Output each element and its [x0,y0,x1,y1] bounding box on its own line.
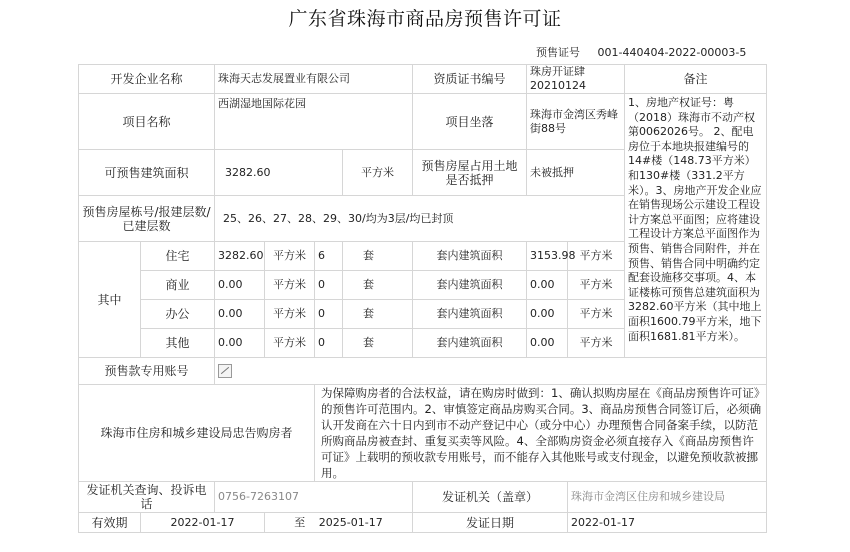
inner-area-value: 0.00 [527,271,568,300]
presale-area-value: 3282.60 [215,150,343,196]
account-value [215,358,767,385]
type-label: 住宅 [141,242,215,271]
broken-image-icon [218,364,232,378]
type-count-unit: 套 [343,329,413,358]
floors-label: 预售房屋栋号/报建层数/已建层数 [79,196,215,242]
remark-label: 备注 [625,65,767,94]
type-label: 商业 [141,271,215,300]
qual-label: 资质证书编号 [413,65,527,94]
notice-text: 为保障购房者的合法权益，请在购房时做到：1、确认拟购房屋在《商品房预售许可证》的预售许可范围内。2、审慎签定商品房购买合同。3、商品房预售合同签订后，必须确认开发商在六十日内到市不动产登记中心（或分中心）办理预售合同备案手续，以防范所购商品房被查封、重复买卖等风险。4、全部购房资金必须直接存入《商品房预售许可证》上载明的预收款专用账号，而不能存入其他账号或支付现金，以避免预收款被挪用。 [315,385,767,482]
type-count: 0 [315,300,343,329]
inner-area-value: 3153.98 [527,242,568,271]
inner-area-label: 套内建筑面积 [413,271,527,300]
issue-date-value: 2022-01-17 [568,513,767,533]
valid-to-date: 2025-01-17 [318,515,383,529]
type-area-unit: 平方米 [265,300,315,329]
inner-area-unit: 平方米 [568,242,625,271]
presale-area-unit: 平方米 [343,150,413,196]
phone-value: 0756-7263107 [215,482,413,513]
type-count: 0 [315,329,343,358]
breakdown-group-label: 其中 [79,242,141,358]
account-label: 预售款专用账号 [79,358,215,385]
inner-area-unit: 平方米 [568,300,625,329]
valid-to [265,513,413,533]
remarks-text: 1、房地产权证号：粤（2018）珠海市不动产权第0062026号。 2、配电房位于本地块报建编号的14#楼（148.73平方米）和130#楼（331.2平方米）。3、房地产开发企业应在销售现场公示建设工程设计方案总平面图；应将建设工程设计方案总平面图作为预售、销售合同附件，并在预售、销售合同中明确约定配套设施移交事项。4、本证楼栋可预售总建筑面积为3282.60平方米（其中地上面积1600.79平方米，地下面积1681.81平方米）。 [625,94,767,358]
type-area: 3282.60 [215,242,265,271]
type-count-unit: 套 [343,271,413,300]
type-label: 办公 [141,300,215,329]
project-label: 项目名称 [79,94,215,150]
inner-area-value: 0.00 [527,329,568,358]
phone-label: 发证机关查询、投诉电话 [79,482,215,513]
type-area: 0.00 [215,300,265,329]
permit-table [78,64,767,533]
presale-area-label: 可预售建筑面积 [79,150,215,196]
type-count: 0 [315,271,343,300]
type-count-unit: 套 [343,242,413,271]
type-area-unit: 平方米 [265,329,315,358]
page-title: 广东省珠海市商品房预售许可证 [288,8,562,30]
inner-area-value: 0.00 [527,300,568,329]
floors-value: 25、26、27、28、29、30/均为3层/均已封顶 [215,196,625,242]
cert-number-label: 预售证号 [536,46,580,59]
mortgage-value: 未被抵押 [527,150,625,196]
valid-to-label: 至 [294,515,306,529]
project-value: 西湖湿地国际花园 [215,94,413,150]
type-count: 6 [315,242,343,271]
type-area: 0.00 [215,271,265,300]
type-area: 0.00 [215,329,265,358]
qual-value: 珠房开证肆20210124 [527,65,625,94]
location-value: 珠海市金湾区秀峰街88号 [527,94,625,150]
inner-area-unit: 平方米 [568,271,625,300]
inner-area-label: 套内建筑面积 [413,242,527,271]
issue-date-label: 发证日期 [413,513,568,533]
inner-area-label: 套内建筑面积 [413,300,527,329]
inner-area-unit: 平方米 [568,329,625,358]
type-count-unit: 套 [343,300,413,329]
authority-label: 发证机关（盖章） [413,482,568,513]
developer-value: 珠海天志发展置业有限公司 [215,65,413,94]
inner-area-label: 套内建筑面积 [413,329,527,358]
notice-label: 珠海市住房和城乡建设局忠告购房者 [79,385,315,482]
type-area-unit: 平方米 [265,242,315,271]
authority-value: 珠海市金湾区住房和城乡建设局 [568,482,767,513]
location-label: 项目坐落 [413,94,527,150]
type-area-unit: 平方米 [265,271,315,300]
validity-label: 有效期 [79,513,141,533]
cert-number [536,44,746,60]
mortgage-label: 预售房屋占用土地是否抵押 [413,150,527,196]
developer-label: 开发企业名称 [79,65,215,94]
cert-number-value: 001-440404-2022-00003-5 [597,46,747,59]
type-label: 其他 [141,329,215,358]
valid-from: 2022-01-17 [141,513,265,533]
